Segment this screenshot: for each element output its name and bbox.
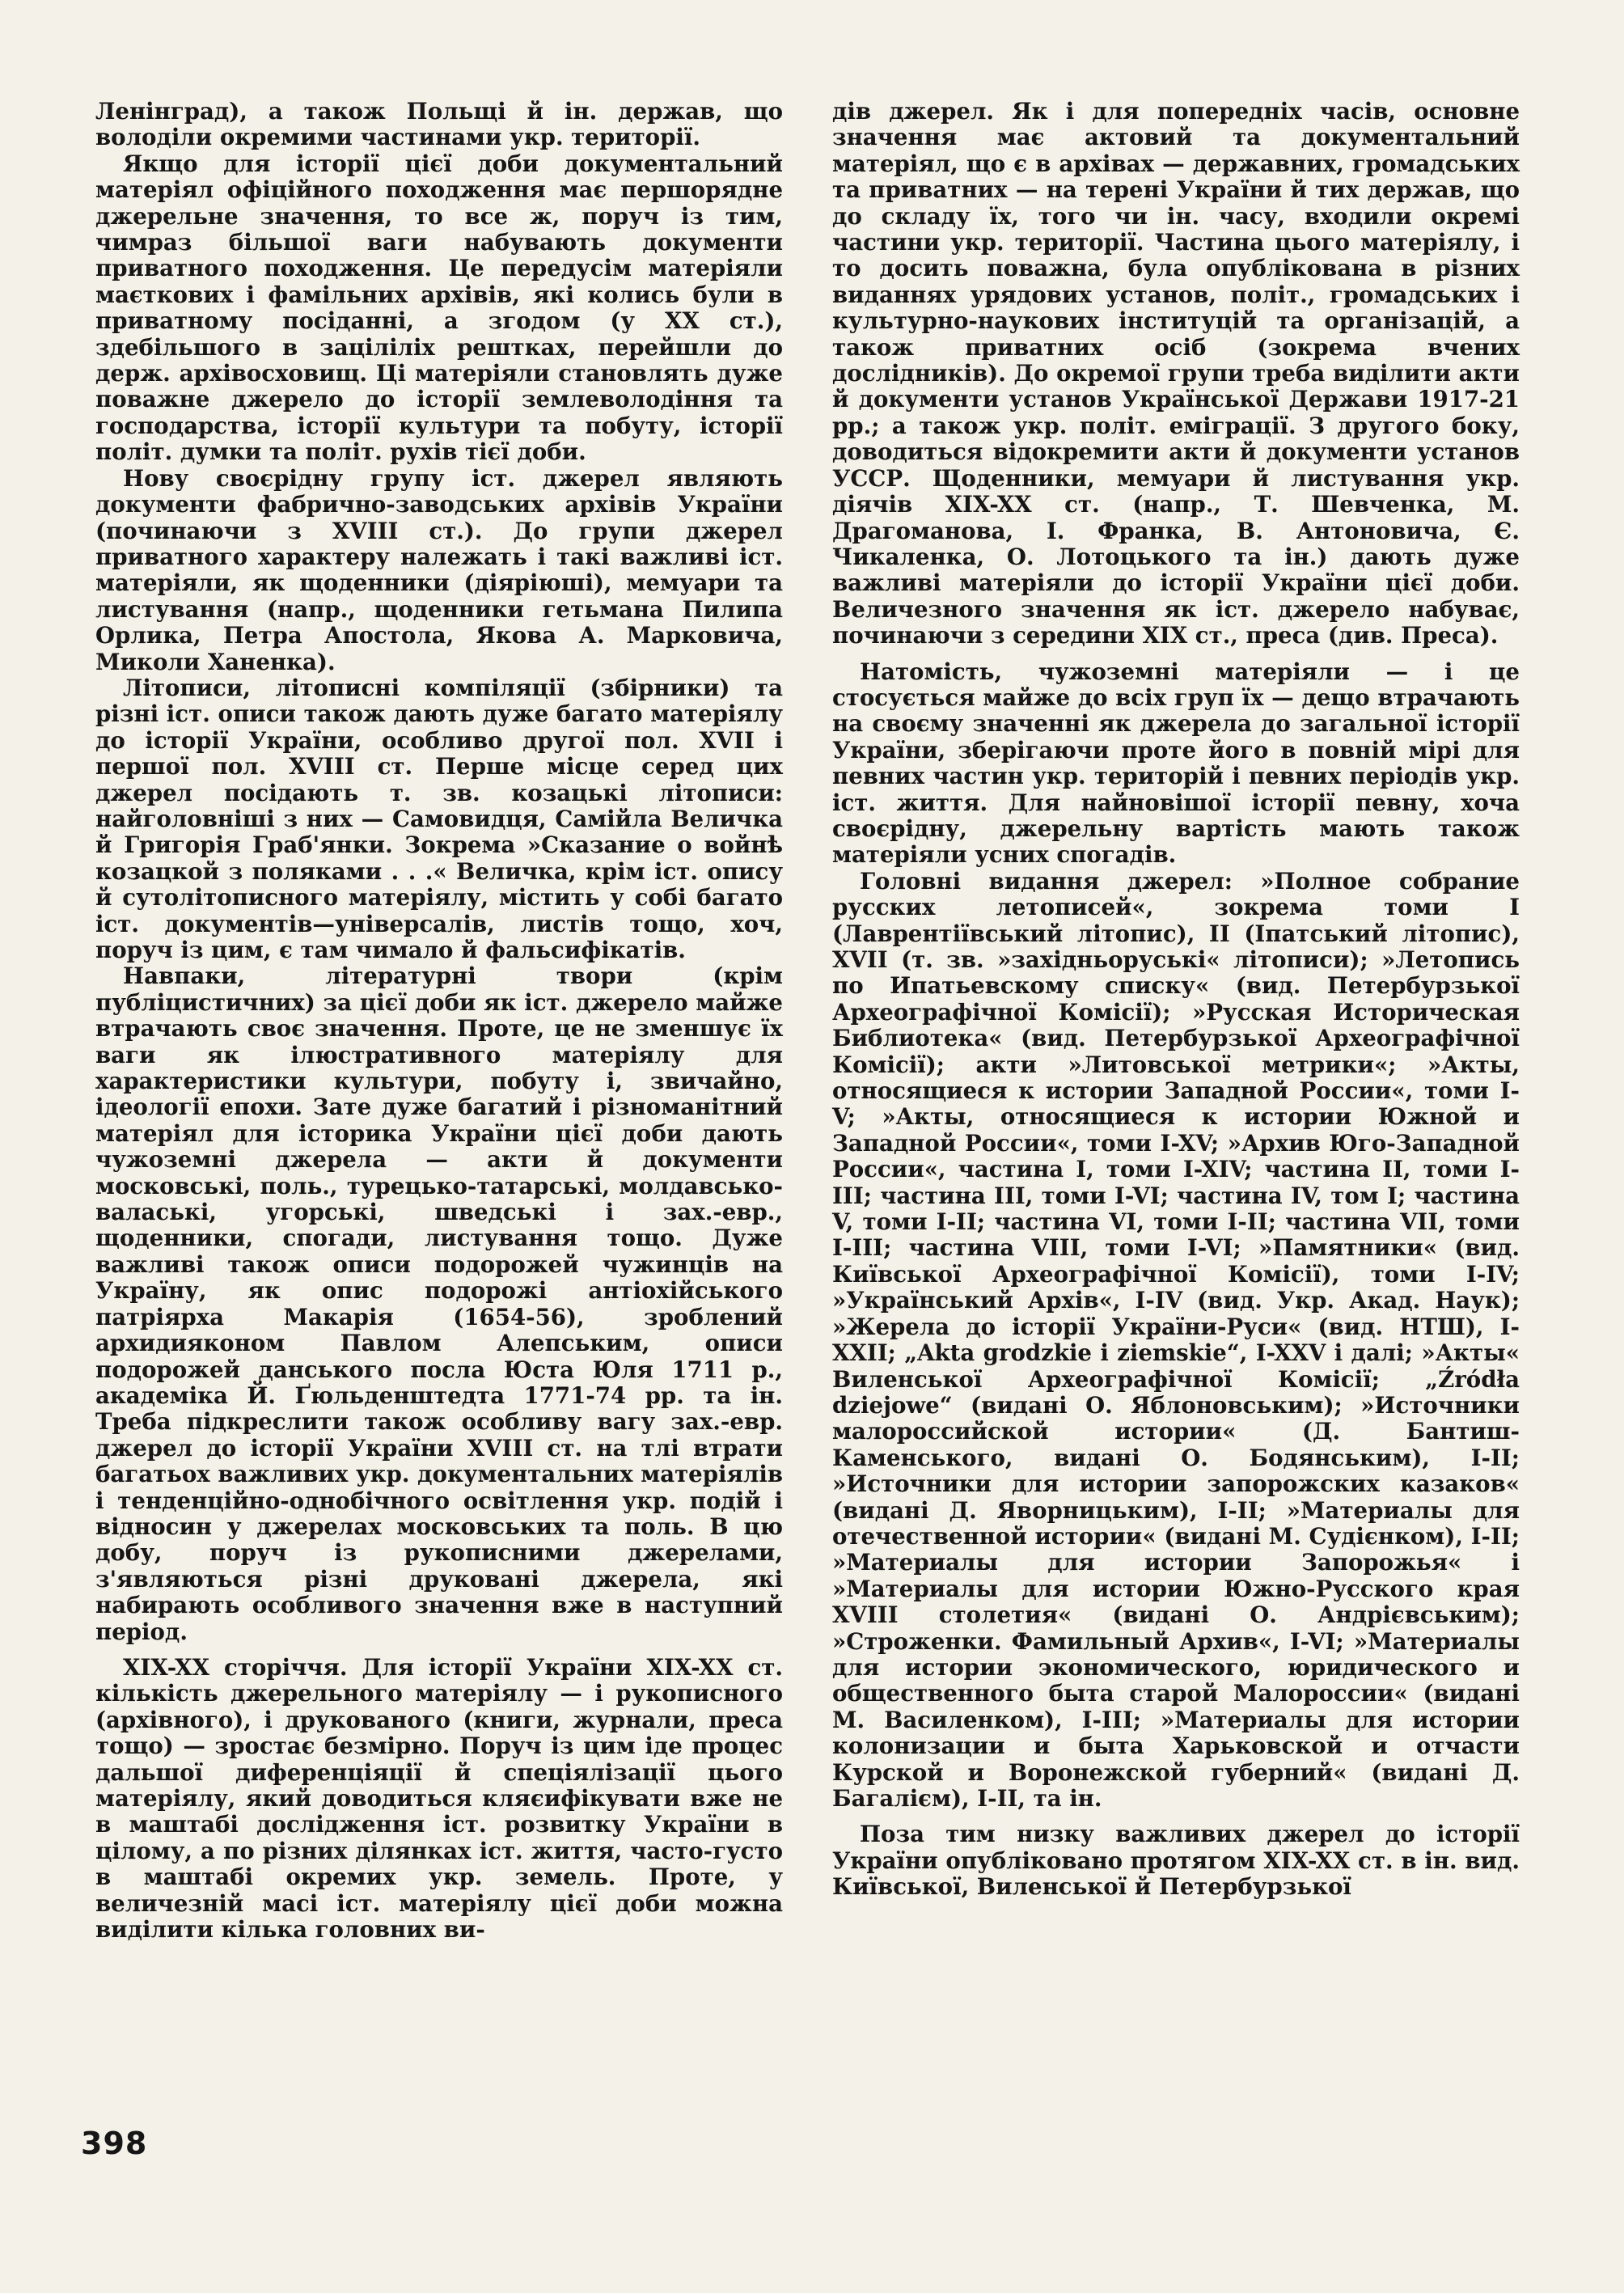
paragraph: Головні видання джерел: »Полное собрание русских летописей«, зокрема томи I (Лаврентіївський літопис), II (Іпатський літопис), XVII (т. зв. »західньоруські« літописи); »Летопись по Ипатьевскому списку« (вид. Петербурзької Археографічної Комісії); »Русская Историческая Библиотека« (вид. Петербурзької Археографічної Комісії); акти »Литовської метрики«; »Акты, относящиеся к истории Западной России«, томи I-V; »Акты, относящиеся к истории Южной и Западной России«, томи I-XV; »Архив Юго-Западной России«, частина I, томи I-XIV; частина II, томи I-III; частина III, томи I-VI; частина IV, том I; частина V, томи I-II; частина VI, томи I-II; частина VII, томи I-III; частина VIII, томи I-VI; »Памятники« (вид. Київської Археографічної Комісії), томи I-IV; »Український Архів«, I-IV (вид. Укр. Акад. Наук); »Жерела до історії України-Руси« (вид. НТШ), I-XXII; „Akta grodzkie i ziemskie“, I-XXV і далі; »Акты« Виленської Археографічної Комісії; „Źródła dziejowe“ (видані О. Яблоновським); »Источники малороссийской истории« (Д. Бантиш-Каменського, видані О. Бодянським), I-II; »Источники для истории запорожских казаков« (видані Д. Яворницьким), I-II; »Материалы для отечественной истории« (видані М. Судієнком), I-II; »Материалы для истории Запорожья« і »Материалы для истории Южно-Русского края XVIII столетия« (видані О. Андрієвським); »Строженки. Фамильный Архив«, I-VI; »Материалы для истории экономического, юридического и общественного быта старой Малороссии« (видані М. Василенком), I-III; »Материалы для истории колонизации и быта Харьковской и отчасти Курской и Воронежской губерний« (видані Д. Багалієм), I-II, та ін. <box>832 867 1520 1812</box>
paragraph: дів джерел. Як і для попередніх часів, основне значення має актовий та документальний матеріял, що є в архівах — державних, громадських та приватних — на терені України й тих держав, що до складу їх, того чи ін. часу, входили окремі частини укр. території. Частина цього матеріялу, і то досить поважна, була опублікована в різних виданнях урядових установ, політ., громадських і культурно-наукових інституцій та організацій, а також приватних осіб (зокрема вчених дослідників). До окремої групи треба виділити акти й документи установ Української Держави 1917-21 рр.; а також укр. політ. еміграції. З другого боку, доводиться відокремити акти й документи установ УССР. Щоденники, мемуари й листування укр. діячів XIX-XX ст. (напр., Т. Шевченка, М. Драгоманова, І. Франка, В. Антоновича, Є. Чикаленка, О. Лотоцького та ін.) дають дуже важливі матеріяли до історії України цієї доби. Величезного значення як іст. джерело набуває, починаючи з середини XIX ст., преса (див. Преса). <box>832 98 1520 649</box>
paragraph: Натомість, чужоземні матеріяли — і це стосується майже до всіх груп їх — дещо втрачають на своєму значенні як джерела до загальної історії України, зберігаючи проте його в повній мірі для певних частин укр. територій і певних періодів укр. іст. життя. Для найновішої історії певну, хоча своєрідну, джерельну вартість мають також матеріяли усних спогадів. <box>832 658 1520 869</box>
paragraph: Ленінград), а також Польщі й ін. держав, що володіли окремими частинами укр. території. <box>95 98 783 151</box>
left-text-column <box>95 99 783 1943</box>
paragraph: Літописи, літописні компіляції (збірники) та різні іст. описи також дають дуже багато матеріялу до історії України, особливо другої пол. XVII і першої пол. XVIII ст. Перше місце серед цих джерел посідають т. зв. козацькі літописи: найголовніші з них — Самовидця, Самійла Величка й Григорія Граб'янки. Зокрема »Сказание о войнѣ козацкой з поляками . . .« Величка, крім іст. опису й сутолітописного матеріялу, містить у собі багато іст. документів—універсалів, листів тощо, хоч, поруч із цим, є там чимало й фальсифікатів. <box>95 674 783 963</box>
right-text-column <box>832 99 1520 1901</box>
page-number: 398 <box>81 2126 148 2161</box>
paragraph: Навпаки, літературні твори (крім публіцистичних) за цієї доби як іст. джерело майже втрачають своє значення. Проте, це не зменшує їх ваги як ілюстративного матеріялу для характеристики культури, побуту і, звичайно, ідеології епохи. Зате дуже багатий і різноманітний матеріял для історика України цієї доби дають чужоземні джерела — акти й документи московські, поль., турецько-татарські, молдавсько-валаські, угорські, шведські і зах.-евр., щоденники, спогади, листування тощо. Дуже важливі також описи подорожей чужинців на Україну, як опис подорожі антіохійського патріярха Макарія (1654-56), зроблений архидияконом Павлом Алепським, описи подорожей данського посла Юста Юля 1711 р., академіка Й. Ґюльденштедта 1771-74 рр. та ін. Треба підкреслити також особливу вагу зах.-евр. джерел до історії України XVIII ст. на тлі втрати багатьох важливих укр. документальних матеріялів і тенденційно-однобічного освітлення укр. подій і відносин у джерелах московських та поль. В цю добу, поруч із рукописними джерелами, з'являються різні друковані джерела, які набирають особливого значення вже в наступний період. <box>95 962 783 1645</box>
paragraph: Якщо для історії цієї доби документальний матеріял офіційного походження має першорядне джерельне значення, то все ж, поруч із тим, чимраз більшої ваги набувають документи приватного походження. Це передусім матеріяли маєткових і фамільних архівів, які колись були в приватному посіданні, а згодом (у XX ст.), здебільшого в заціліліх рештках, перейшли до держ. архівосховищ. Ці матеріяли становлять дуже поважне джерело до історії землеволодіння та господарства, історії культури та побуту, історії політ. думки та політ. рухів тієї доби. <box>95 150 783 466</box>
paragraph: Поза тим низку важливих джерел до історії України опубліковано протягом XIX-XX ст. в ін. вид. Київської, Виленської й Петербурзької <box>832 1821 1520 1901</box>
paragraph: XIX-XX сторіччя. Для історії України XIX-XX ст. кількість джерельного матеріялу — і рукописного (архівного), і друкованого (книги, журнали, преса тощо) — зростає безмірно. Поруч із цим іде процес дальшої диференціяції й спеціялізації цього матеріялу, який доводиться кляєифікувати вже не в маштабі дослідження іст. розвитку України в цілому, а по різних ділянках іст. життя, часто-густо в маштабі окремих укр. земель. Проте, у величезній масі іст. матеріялу цієї доби можна виділити кілька головних ви- <box>95 1653 783 1944</box>
paragraph: Нову своєрідну групу іст. джерел являють документи фабрично-заводських архівів України (починаючи з XVIII ст.). До групи джерел приватного характеру належать і такі важливі іст. матеріяли, як щоденники (діяріюші), мемуари та листування (напр., щоденники гетьмана Пилипа Орлика, Петра Апостола, Якова А. Марковича, Миколи Ханенка). <box>95 464 783 675</box>
